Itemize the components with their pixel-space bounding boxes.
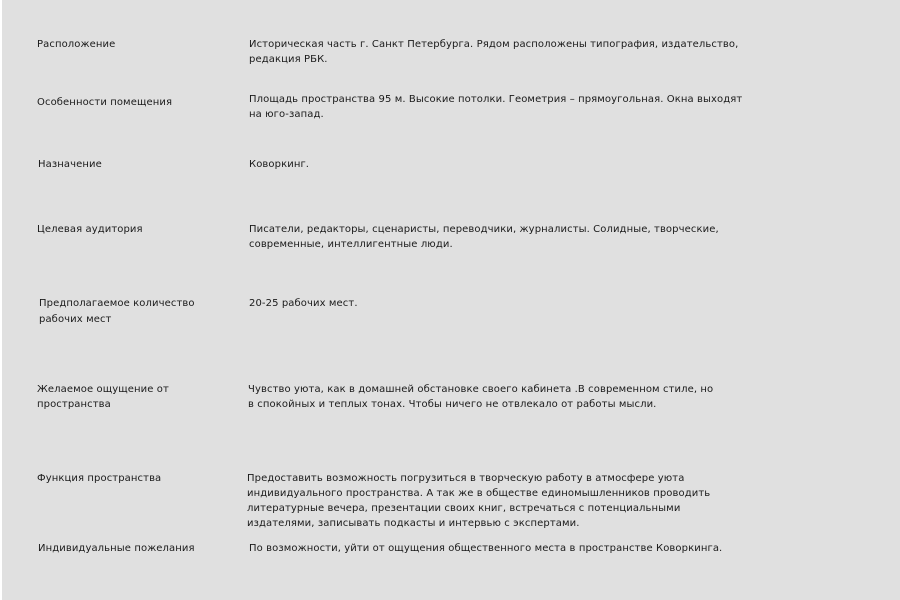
row-value-desired-feeling: Чувство уюта, как в домашней обстановке своего кабинета .В современном стиле, но в спокойных и теплых тонах. Чтобы ничего не отвлекало от работы мысли. xyxy=(248,384,714,410)
row-label-individual-wishes: Индивидуальные пожелания xyxy=(38,543,195,554)
row-label-room-features: Особенности помещения xyxy=(37,97,173,108)
row-value-target-audience: Писатели, редакторы, сценаристы, переводчики, журналисты. Солидные, творческие, современные, интеллигентные люди. xyxy=(249,224,719,250)
row-label-workplaces: Предполагаемое количество рабочих мест xyxy=(39,298,195,325)
row-value-space-function: Предоставить возможность погрузиться в творческую работу в атмосфере уюта индивидуального пространства. А так же в обществе единомышленников проводить литературные вечера, презентации своих книг, встречаться с потенциальными издателями, записывать подкасты и интервью с экспертами. xyxy=(247,473,711,529)
row-value-individual-wishes: По возможности, уйти от ощущения общественного места в пространстве Коворкинга. xyxy=(249,543,723,554)
row-value-room-features: Площадь пространства 95 м. Высокие потолки. Геометрия – прямоугольная. Окна выходят на юго-запад. xyxy=(249,94,743,120)
row-label-location: Расположение xyxy=(37,39,116,50)
row-value-location: Историческая часть г. Санкт Петербурга. Рядом расположены типография, издательство, редакция РБК. xyxy=(249,39,739,65)
row-label-desired-feeling: Желаемое ощущение от пространства xyxy=(37,384,169,410)
row-value-workplaces: 20-25 рабочих мест. xyxy=(249,298,358,309)
row-label-target-audience: Целевая аудитория xyxy=(37,224,143,235)
row-label-purpose: Назначение xyxy=(38,159,102,170)
row-value-purpose: Коворкинг. xyxy=(249,159,310,170)
page-edge xyxy=(0,0,2,600)
row-label-space-function: Функция пространства xyxy=(37,473,162,484)
